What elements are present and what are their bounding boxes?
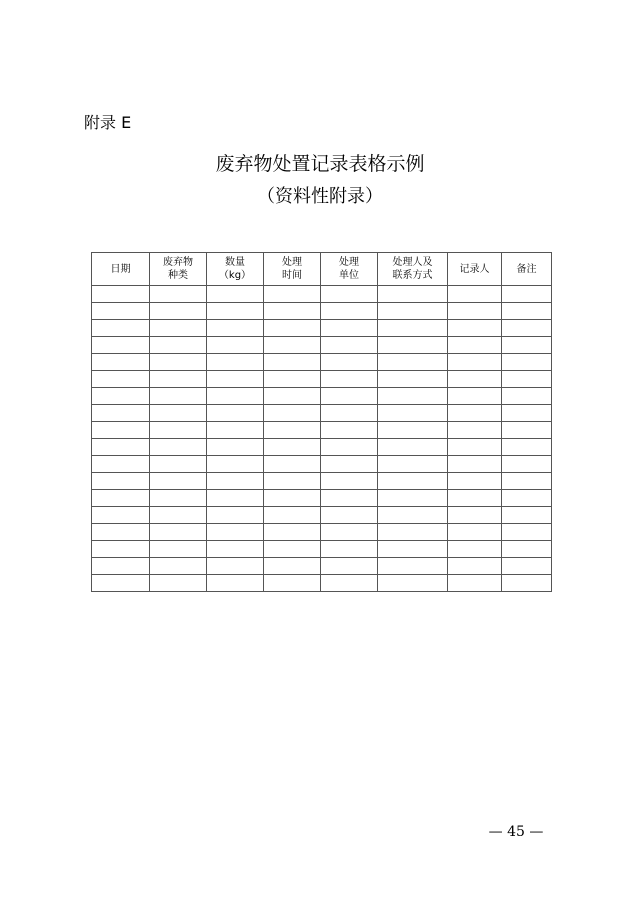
table-cell [448,541,502,558]
table-cell [502,490,552,507]
table-cell [448,524,502,541]
table-cell [321,371,378,388]
table-cell [502,456,552,473]
table-cell [321,490,378,507]
table-cell [264,541,321,558]
table-cell [378,422,448,439]
table-cell [207,507,264,524]
table-cell [92,473,150,490]
table-cell [321,439,378,456]
table-cell [150,541,207,558]
appendix-label: 附录 E [84,113,132,132]
table-row [92,490,552,507]
table-cell [378,439,448,456]
table-row [92,524,552,541]
header-disposal-unit: 处理 单位 [321,253,378,286]
table-row [92,439,552,456]
table-cell [502,575,552,592]
table-cell [150,507,207,524]
table-row [92,354,552,371]
table-cell [264,490,321,507]
table-cell [502,303,552,320]
table-cell [448,286,502,303]
table-cell [264,354,321,371]
table-cell [150,422,207,439]
table-cell [150,405,207,422]
table-cell [207,490,264,507]
page-subtitle: （资料性附录） [257,186,383,207]
table-cell [264,320,321,337]
table-cell [264,388,321,405]
table-cell [207,575,264,592]
header-handler-contact: 处理人及 联系方式 [378,253,448,286]
table-cell [92,507,150,524]
table-cell [92,286,150,303]
header-disposal-time: 处理 时间 [264,253,321,286]
table-cell [378,507,448,524]
table-row [92,405,552,422]
table-row [92,320,552,337]
table-cell [92,371,150,388]
page-title: 废弃物处置记录表格示例 [215,153,425,175]
table-cell [207,422,264,439]
table-cell [378,575,448,592]
table-cell [150,388,207,405]
table-cell [150,371,207,388]
table-cell [502,558,552,575]
table-cell [321,473,378,490]
table-cell [378,303,448,320]
table-header-row [92,253,552,286]
table-cell [92,388,150,405]
table-cell [92,422,150,439]
table-row [92,473,552,490]
table-cell [207,388,264,405]
table-cell [207,524,264,541]
table-cell [448,490,502,507]
table-row [92,541,552,558]
table-cell [321,541,378,558]
table-cell [264,524,321,541]
table-cell [150,439,207,456]
table-cell [321,507,378,524]
table-cell [502,524,552,541]
table-cell [502,422,552,439]
table-cell [448,388,502,405]
table-cell [207,286,264,303]
table-cell [207,541,264,558]
table-cell [502,337,552,354]
table-cell [150,456,207,473]
table-row [92,575,552,592]
table-cell [378,388,448,405]
table-row [92,422,552,439]
table-row [92,388,552,405]
table-cell [378,320,448,337]
table-cell [92,320,150,337]
table-cell [150,558,207,575]
table-row [92,558,552,575]
table-cell [448,473,502,490]
table-cell [378,371,448,388]
table-cell [502,507,552,524]
table-cell [264,286,321,303]
table-cell [150,286,207,303]
table-cell [321,303,378,320]
table-cell [378,405,448,422]
table-cell [207,337,264,354]
table-row [92,371,552,388]
table-cell [378,558,448,575]
table-row [92,507,552,524]
table-cell [92,456,150,473]
table-cell [207,473,264,490]
table-cell [207,320,264,337]
table-cell [502,473,552,490]
table-row [92,286,552,303]
table-cell [448,439,502,456]
header-waste-type: 废弃物 种类 [150,253,207,286]
table-cell [448,575,502,592]
table-cell [502,320,552,337]
table-cell [321,354,378,371]
table-cell [448,456,502,473]
table-cell [321,337,378,354]
table-cell [264,473,321,490]
table-cell [264,337,321,354]
table-row [92,303,552,320]
table-cell [207,303,264,320]
table-cell [92,541,150,558]
table-cell [448,320,502,337]
table-row [92,456,552,473]
table-cell [264,439,321,456]
table-cell [378,473,448,490]
table-cell [321,456,378,473]
table-cell [448,507,502,524]
table-cell [92,575,150,592]
table-cell [264,575,321,592]
table-cell [502,286,552,303]
table-cell [321,320,378,337]
table-cell [92,490,150,507]
table-cell [502,405,552,422]
table-cell [150,473,207,490]
table-cell [92,354,150,371]
table-cell [150,575,207,592]
table-cell [150,490,207,507]
table-cell [92,405,150,422]
header-quantity: 数量 （kg） [207,253,264,286]
table-cell [448,422,502,439]
table-cell [264,405,321,422]
table-cell [448,405,502,422]
table-row [92,337,552,354]
table-cell [321,524,378,541]
header-remarks: 备注 [502,253,552,286]
table-cell [207,456,264,473]
table-cell [150,524,207,541]
table-cell [378,337,448,354]
table-cell [502,388,552,405]
table-cell [264,456,321,473]
table-cell [92,524,150,541]
table-cell [448,558,502,575]
waste-disposal-record-table [91,252,552,592]
table-cell [321,286,378,303]
table-cell [207,371,264,388]
table-cell [378,286,448,303]
page-number: — 45 — [488,824,544,840]
table-cell [378,524,448,541]
table-cell [378,490,448,507]
table-cell [321,575,378,592]
table-cell [150,337,207,354]
table-cell [207,405,264,422]
table-cell [92,439,150,456]
table-cell [207,558,264,575]
table-cell [264,558,321,575]
table-cell [264,371,321,388]
table-cell [150,303,207,320]
table-body [92,286,552,592]
table-cell [502,354,552,371]
table-cell [378,541,448,558]
table-cell [321,405,378,422]
header-date: 日期 [92,253,150,286]
table-cell [264,422,321,439]
table-cell [378,456,448,473]
table-cell [92,558,150,575]
table-cell [321,388,378,405]
table-cell [150,320,207,337]
table-cell [264,507,321,524]
table-cell [448,354,502,371]
table-cell [321,422,378,439]
table-cell [378,354,448,371]
table-cell [502,541,552,558]
table-cell [92,303,150,320]
header-recorder: 记录人 [448,253,502,286]
table-cell [92,337,150,354]
table-cell [448,337,502,354]
table-cell [207,354,264,371]
table-cell [321,558,378,575]
table-cell [150,354,207,371]
table-cell [502,439,552,456]
table-cell [264,303,321,320]
table-cell [207,439,264,456]
table-cell [502,371,552,388]
table-cell [448,371,502,388]
table-cell [448,303,502,320]
